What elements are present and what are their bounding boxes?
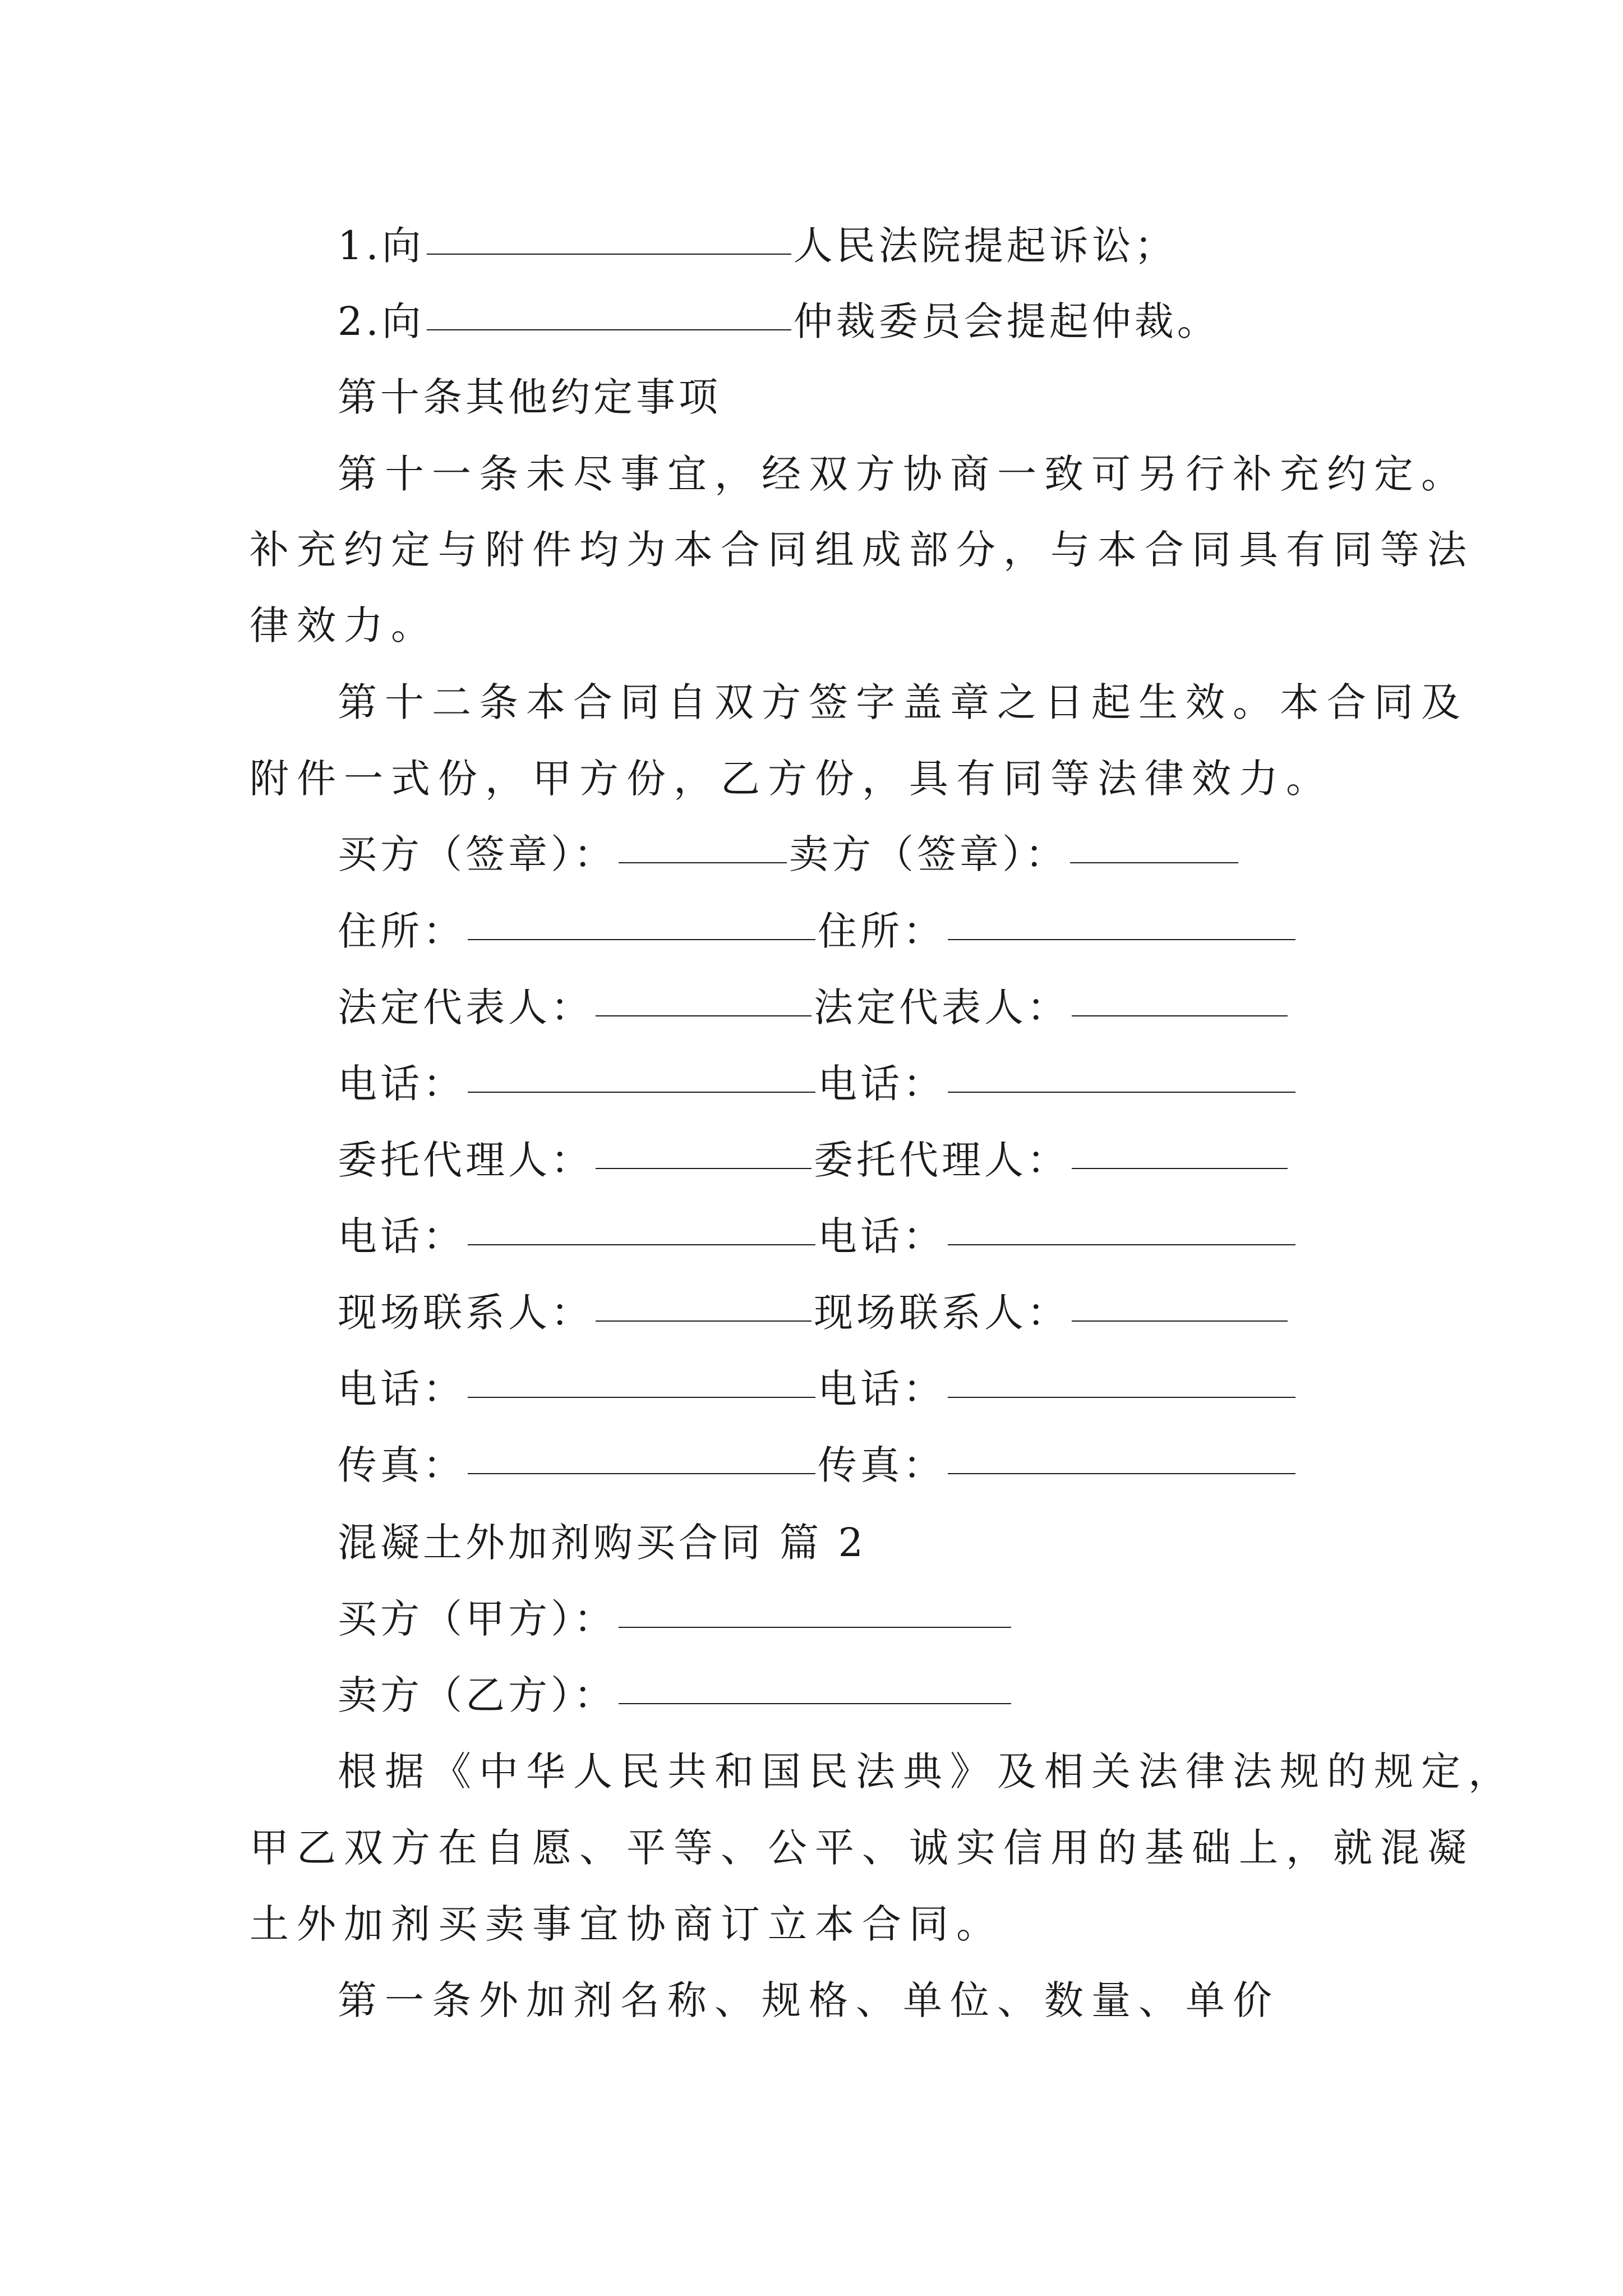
seller-sign-blank[interactable]: [1070, 827, 1238, 863]
buyer-fax-label: 传真：: [338, 1442, 465, 1488]
seller-address-label: 住所：: [818, 908, 946, 954]
party-seller-blank[interactable]: [619, 1668, 1011, 1704]
seller-site-contact-blank[interactable]: [1072, 1286, 1288, 1322]
buyer-sign-blank[interactable]: [619, 827, 787, 863]
court-name-blank[interactable]: [427, 219, 791, 255]
buyer-phone-label: 电话：: [338, 1061, 465, 1107]
preamble-line2: 甲乙双方在自愿、平等、公平、诚实信用的基础上，就混凝: [250, 1825, 1474, 1871]
party-buyer-blank[interactable]: [619, 1592, 1011, 1628]
party-seller-label: 卖方（乙方）：: [338, 1672, 616, 1718]
buyer-site-contact-blank[interactable]: [596, 1286, 811, 1322]
buyer-address-label: 住所：: [338, 908, 465, 954]
article-10: 第十条其他约定事项: [338, 374, 721, 420]
sign-row-fax: [338, 1438, 1298, 1492]
section-2-title: 混凝土外加剂购买合同 篇 2: [338, 1520, 867, 1566]
buyer-phone-blank[interactable]: [468, 1209, 815, 1245]
option-number: 1.向: [338, 223, 425, 269]
seller-phone-label: 电话：: [818, 1366, 946, 1412]
sign-row-agent: [338, 1133, 1290, 1187]
seller-agent-blank[interactable]: [1072, 1133, 1288, 1169]
article-11-line1: 第十一条未尽事宜，经双方协商一致可另行补充约定。: [338, 451, 1468, 497]
sign-row-phone-1: [338, 1057, 1298, 1111]
buyer-fax-blank[interactable]: [468, 1438, 815, 1474]
seller-legal-rep-label: 法定代表人：: [814, 984, 1069, 1030]
buyer-phone-blank[interactable]: [468, 1362, 815, 1398]
article-12-line2: 附件一式份，甲方份，乙方份，具有同等法律效力。: [250, 756, 1333, 802]
buyer-sign-label: 买方（签章）：: [338, 831, 616, 877]
seller-phone-blank[interactable]: [948, 1209, 1295, 1245]
party-buyer-row: [338, 1592, 1013, 1646]
buyer-agent-blank[interactable]: [596, 1133, 811, 1169]
party-seller-row: [338, 1668, 1013, 1722]
buyer-address-blank[interactable]: [468, 904, 815, 940]
seller-agent-label: 委托代理人：: [814, 1137, 1069, 1183]
buyer-phone-label: 电话：: [338, 1366, 465, 1412]
buyer-site-contact-label: 现场联系人：: [338, 1290, 593, 1336]
seller-fax-label: 传真：: [818, 1442, 946, 1488]
article-12-line1: 第十二条本合同自双方签字盖章之日起生效。本合同及: [338, 679, 1468, 725]
sign-row-phone-3: [338, 1362, 1298, 1416]
sign-row-legal-rep: [338, 981, 1290, 1034]
seller-phone-label: 电话：: [818, 1061, 946, 1107]
article-1-heading: 第一条外加剂名称、规格、单位、数量、单价: [338, 1977, 1280, 2023]
article-11-line3: 律效力。: [250, 602, 438, 648]
sign-row-site-contact: [338, 1286, 1290, 1340]
sign-row-phone-2: [338, 1209, 1298, 1263]
buyer-legal-rep-label: 法定代表人：: [338, 984, 593, 1030]
option-number: 2.向: [338, 298, 425, 344]
party-buyer-label: 买方（甲方）：: [338, 1596, 616, 1642]
dispute-option-arbitration: [338, 295, 1220, 348]
option-text: 人民法院提起诉讼；: [793, 223, 1177, 269]
seller-sign-label: 卖方（签章）：: [789, 831, 1068, 877]
seller-fax-blank[interactable]: [948, 1438, 1295, 1474]
buyer-phone-label: 电话：: [338, 1213, 465, 1259]
preamble-line1: 根据《中华人民共和国民法典》及相关法律法规的规定，: [338, 1749, 1515, 1795]
seller-phone-blank[interactable]: [948, 1362, 1295, 1398]
buyer-agent-label: 委托代理人：: [338, 1137, 593, 1183]
seller-phone-label: 电话：: [818, 1213, 946, 1259]
arbitration-name-blank[interactable]: [427, 295, 791, 330]
sign-row-address: [338, 904, 1298, 958]
seller-address-blank[interactable]: [948, 904, 1295, 940]
buyer-phone-blank[interactable]: [468, 1057, 815, 1093]
seller-legal-rep-blank[interactable]: [1072, 981, 1288, 1016]
seller-site-contact-label: 现场联系人：: [814, 1290, 1069, 1336]
article-11-line2: 补充约定与附件均为本合同组成部分，与本合同具有同等法: [250, 527, 1474, 573]
sign-row-signature: [338, 827, 1241, 881]
option-text: 仲裁委员会提起仲裁。: [793, 298, 1220, 344]
dispute-option-court: [338, 219, 1177, 273]
buyer-legal-rep-blank[interactable]: [596, 981, 811, 1016]
seller-phone-blank[interactable]: [948, 1057, 1295, 1093]
preamble-line3: 土外加剂买卖事宜协商订立本合同。: [250, 1901, 1003, 1947]
